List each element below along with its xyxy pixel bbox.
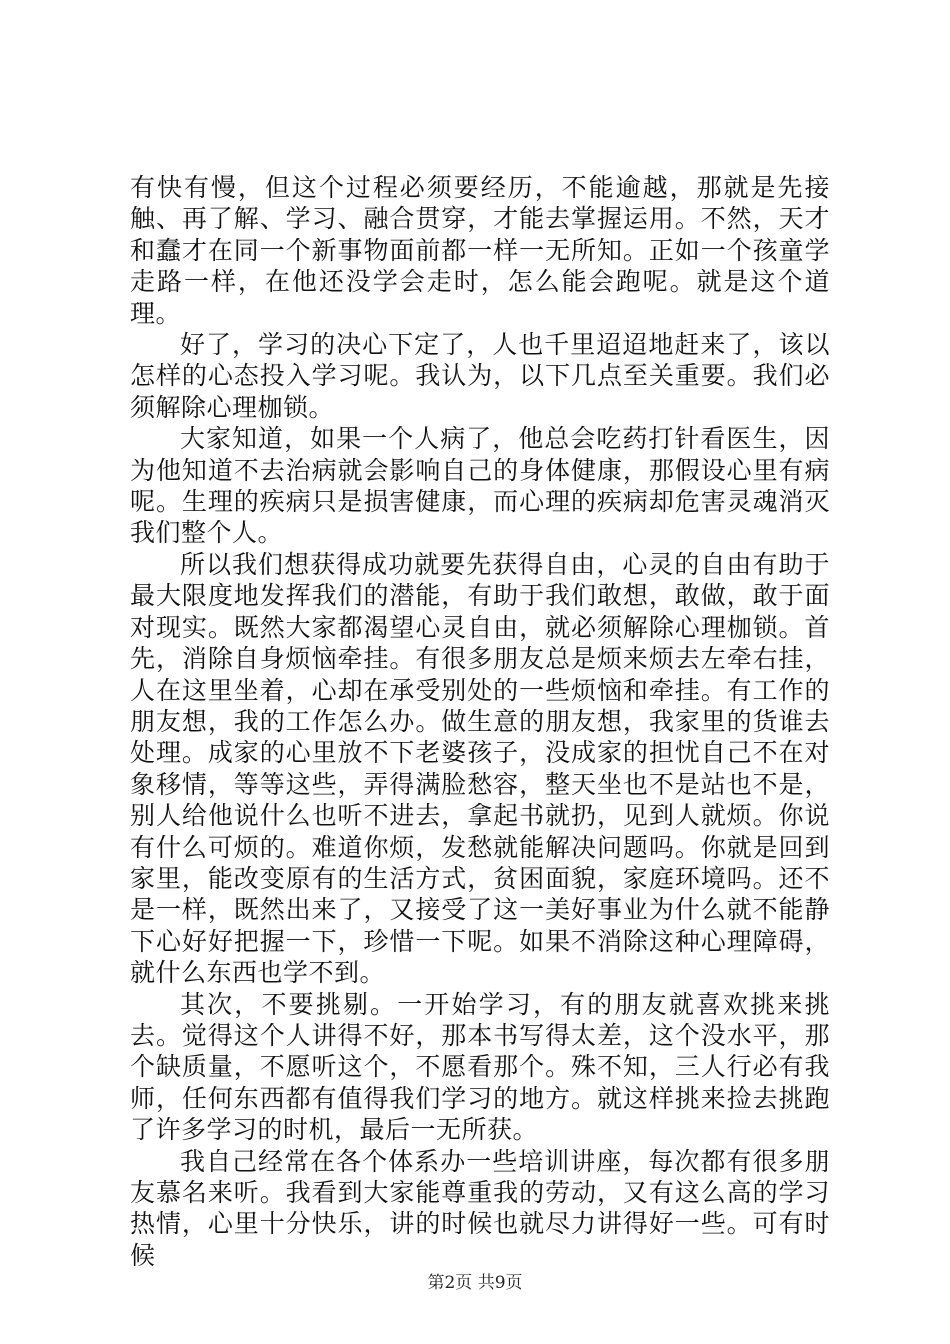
paragraph-4: 所以我们想获得成功就要先获得自由，心灵的自由有助于最大限度地发挥我们的潜能，有助于我们敢想，敢做，敢于面对现实。既然大家都渴望心灵自由，就必须解除心理枷锁。首先，消除自身烦恼牵挂。有很多朋友总是烦来烦去左牵右挂，人在这里坐着，心却在承受别处的一些烦恼和牵挂。有工作的朋友想，我的工作怎么办。做生意的朋友想，我家里的货谁去处理。成家的心里放不下老婆孩子，没成家的担忧自己不在对象移情，等等这些，弄得满脸愁容，整天坐也不是站也不是，别人给他说什么也听不进去，拿起书就扔，见到人就烦。你说有什么可烦的。难道你烦，发愁就能解决问题吗。你就是回到家里，能改变原有的生活方式，贫困面貌，家庭环境吗。还不是一样，既然出来了，又接受了这一美好事业为什么就不能静下心好好把握一下，珍惜一下呢。如果不消除这种心理障碍，就什么东西也学不到。: [130, 549, 830, 988]
paragraph-6: 我自己经常在各个体系办一些培训讲座，每次都有很多朋友慕名来听。我看到大家能尊重我的劳动，又有这么高的学习热情，心里十分快乐，讲的时候也就尽力讲得好一些。可有时候: [130, 1146, 830, 1270]
paragraph-3: 大家知道，如果一个人病了，他总会吃药打针看医生，因为他知道不去治病就会影响自己的身体健康，那假设心里有病呢。生理的疾病只是损害健康，而心理的疾病却危害灵魂消灭我们整个人。: [130, 424, 830, 548]
paragraph-1: 有快有慢，但这个过程必须要经历，不能逾越，那就是先接触、再了解、学习、融合贯穿，才能去掌握运用。不然，天才和蠢才在同一个新事物面前都一样一无所知。正如一个孩童学走路一样，在他还没学会走时，怎么能会跑呢。就是这个道理。: [130, 173, 830, 328]
paragraph-2: 好了，学习的决心下定了，人也千里迢迢地赶来了，该以怎样的心态投入学习呢。我认为，以下几点至关重要。我们必须解除心理枷锁。: [130, 330, 830, 422]
page-number-footer: 第2页 共9页: [427, 1273, 523, 1293]
document-body: [130, 172, 830, 1271]
paragraph-5: 其次，不要挑剔。一开始学习，有的朋友就喜欢挑来挑去。觉得这个人讲得不好，那本书写得太差，这个没水平，那个缺质量，不愿听这个，不愿看那个。殊不知，三人行必有我师，任何东西都有值得我们学习的地方。就这样挑来捡去挑跑了许多学习的时机，最后一无所获。: [130, 989, 830, 1145]
